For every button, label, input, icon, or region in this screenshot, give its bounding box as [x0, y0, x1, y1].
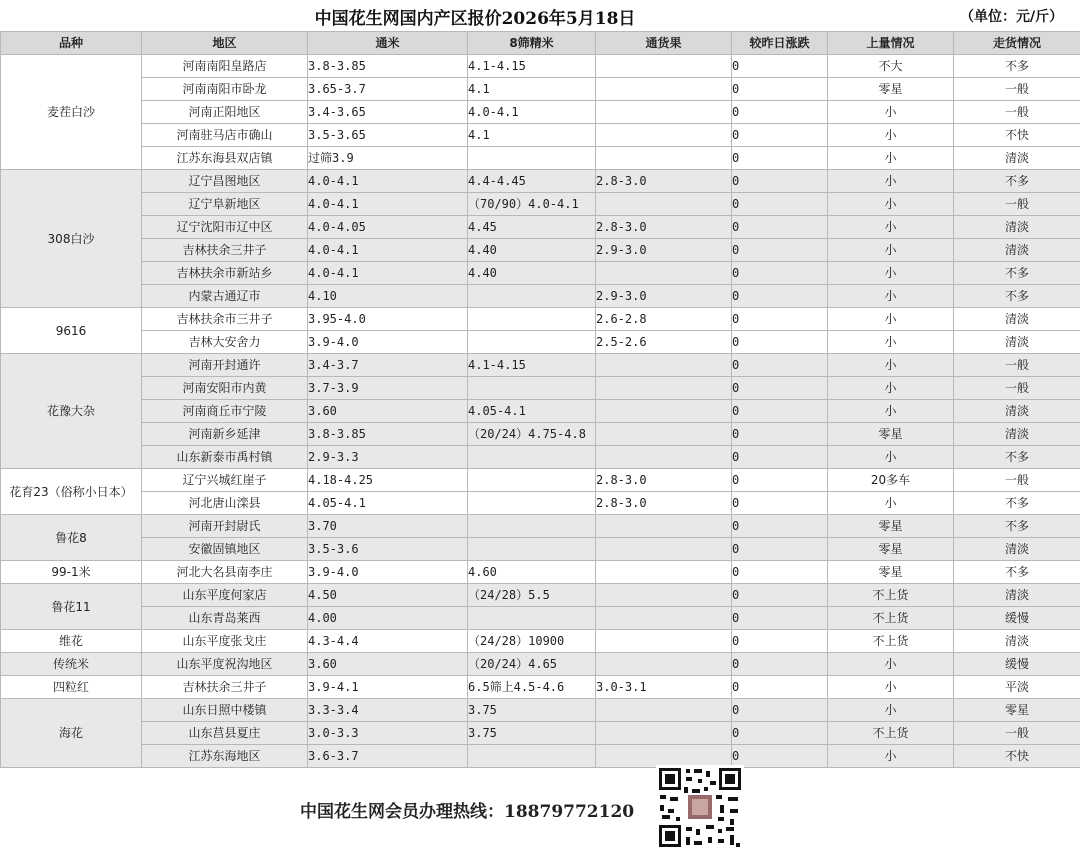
change-cell: 0	[732, 354, 828, 377]
table-row	[1, 55, 1080, 78]
demand-cell: 清淡	[954, 216, 1080, 239]
change-cell: 0	[732, 699, 828, 722]
region-cell: 山东平度祝沟地区	[142, 653, 308, 676]
price-table	[0, 31, 1080, 768]
jingmi-cell: 4.1-4.15	[468, 55, 596, 78]
tonghuo-cell	[596, 147, 732, 170]
demand-cell: 不快	[954, 124, 1080, 147]
tonghuo-cell: 2.6-2.8	[596, 308, 732, 331]
tonghuo-cell	[596, 377, 732, 400]
jingmi-cell: 4.1-4.15	[468, 354, 596, 377]
change-cell: 0	[732, 170, 828, 193]
region-cell: 吉林扶余三井子	[142, 239, 308, 262]
region-cell: 山东平度何家店	[142, 584, 308, 607]
jingmi-cell: 4.0-4.1	[468, 101, 596, 124]
region-cell: 辽宁昌图地区	[142, 170, 308, 193]
tonghuo-cell	[596, 446, 732, 469]
demand-cell: 清淡	[954, 331, 1080, 354]
region-cell: 河南开封尉氏	[142, 515, 308, 538]
supply-cell: 小	[828, 331, 954, 354]
jingmi-cell: （20/24）4.75-4.8	[468, 423, 596, 446]
demand-cell: 不多	[954, 515, 1080, 538]
tongmi-cell: 3.9-4.1	[308, 676, 468, 699]
tongmi-cell: 4.18-4.25	[308, 469, 468, 492]
change-cell: 0	[732, 469, 828, 492]
tonghuo-cell: 2.9-3.0	[596, 239, 732, 262]
footer	[0, 765, 1080, 850]
supply-cell: 小	[828, 285, 954, 308]
table-row	[1, 676, 1080, 699]
variety-cell: 海花	[1, 699, 142, 768]
change-cell: 0	[732, 400, 828, 423]
change-cell: 0	[732, 55, 828, 78]
supply-cell: 小	[828, 308, 954, 331]
supply-cell: 小	[828, 492, 954, 515]
jingmi-cell: 4.45	[468, 216, 596, 239]
header-tonghuo: 通货果	[596, 32, 732, 55]
title-row	[0, 0, 1080, 31]
supply-cell: 零星	[828, 561, 954, 584]
variety-cell: 鲁花8	[1, 515, 142, 561]
region-cell: 山东莒县夏庄	[142, 722, 308, 745]
region-cell: 河南南阳皇路店	[142, 55, 308, 78]
jingmi-cell: 4.40	[468, 239, 596, 262]
variety-cell: 花育23（俗称小日本）	[1, 469, 142, 515]
supply-cell: 小	[828, 699, 954, 722]
supply-cell: 小	[828, 101, 954, 124]
tonghuo-cell	[596, 630, 732, 653]
header-tongmi: 通米	[308, 32, 468, 55]
tonghuo-cell	[596, 55, 732, 78]
header-variety: 品种	[1, 32, 142, 55]
change-cell: 0	[732, 124, 828, 147]
supply-cell: 零星	[828, 423, 954, 446]
table-row	[1, 78, 1080, 101]
demand-cell: 缓慢	[954, 607, 1080, 630]
jingmi-cell: 6.5筛上4.5-4.6	[468, 676, 596, 699]
table-row	[1, 699, 1080, 722]
table-row	[1, 423, 1080, 446]
demand-cell: 清淡	[954, 630, 1080, 653]
table-row	[1, 262, 1080, 285]
supply-cell: 小	[828, 193, 954, 216]
supply-cell: 小	[828, 170, 954, 193]
variety-cell: 麦茬白沙	[1, 55, 142, 170]
table-row	[1, 722, 1080, 745]
region-cell: 山东日照中楼镇	[142, 699, 308, 722]
demand-cell: 一般	[954, 101, 1080, 124]
tongmi-cell: 4.0-4.1	[308, 239, 468, 262]
demand-cell: 清淡	[954, 423, 1080, 446]
supply-cell: 不大	[828, 55, 954, 78]
jingmi-cell	[468, 469, 596, 492]
supply-cell: 小	[828, 676, 954, 699]
region-cell: 江苏东海县双店镇	[142, 147, 308, 170]
jingmi-cell	[468, 446, 596, 469]
supply-cell: 小	[828, 216, 954, 239]
demand-cell: 清淡	[954, 538, 1080, 561]
change-cell: 0	[732, 216, 828, 239]
tongmi-cell: 3.9-4.0	[308, 561, 468, 584]
header-row	[1, 32, 1080, 55]
demand-cell: 清淡	[954, 239, 1080, 262]
tongmi-cell: 过筛3.9	[308, 147, 468, 170]
region-cell: 吉林扶余市三井子	[142, 308, 308, 331]
jingmi-cell: 3.75	[468, 699, 596, 722]
jingmi-cell: 4.60	[468, 561, 596, 584]
region-cell: 辽宁兴城红崖子	[142, 469, 308, 492]
tonghuo-cell: 2.8-3.0	[596, 216, 732, 239]
tongmi-cell: 3.4-3.65	[308, 101, 468, 124]
jingmi-cell	[468, 285, 596, 308]
table-row	[1, 469, 1080, 492]
tonghuo-cell: 2.5-2.6	[596, 331, 732, 354]
tongmi-cell: 3.65-3.7	[308, 78, 468, 101]
tonghuo-cell	[596, 262, 732, 285]
tonghuo-cell	[596, 722, 732, 745]
region-cell: 河南新乡延津	[142, 423, 308, 446]
demand-cell: 不快	[954, 745, 1080, 768]
tongmi-cell: 3.8-3.85	[308, 423, 468, 446]
tongmi-cell: 3.5-3.65	[308, 124, 468, 147]
supply-cell: 不上货	[828, 607, 954, 630]
supply-cell: 不上货	[828, 584, 954, 607]
demand-cell: 不多	[954, 492, 1080, 515]
tongmi-cell: 4.0-4.1	[308, 262, 468, 285]
table-row	[1, 492, 1080, 515]
supply-cell: 零星	[828, 538, 954, 561]
region-cell: 河南正阳地区	[142, 101, 308, 124]
member-hotline: 中国花生网会员办理热线：18879772120	[300, 802, 635, 822]
supply-cell: 零星	[828, 78, 954, 101]
supply-cell: 小	[828, 377, 954, 400]
change-cell: 0	[732, 78, 828, 101]
region-cell: 山东平度张戈庄	[142, 630, 308, 653]
change-cell: 0	[732, 101, 828, 124]
table-row	[1, 124, 1080, 147]
region-cell: 吉林扶余三井子	[142, 676, 308, 699]
region-cell: 安徽固镇地区	[142, 538, 308, 561]
demand-cell: 清淡	[954, 147, 1080, 170]
tongmi-cell: 3.60	[308, 653, 468, 676]
variety-cell: 鲁花11	[1, 584, 142, 630]
tonghuo-cell	[596, 653, 732, 676]
table-body	[1, 55, 1080, 768]
region-cell: 河北唐山滦县	[142, 492, 308, 515]
jingmi-cell	[468, 607, 596, 630]
tongmi-cell: 4.00	[308, 607, 468, 630]
change-cell: 0	[732, 722, 828, 745]
table-row	[1, 607, 1080, 630]
variety-cell: 9616	[1, 308, 142, 354]
region-cell: 内蒙古通辽市	[142, 285, 308, 308]
supply-cell: 小	[828, 239, 954, 262]
region-cell: 辽宁沈阳市辽中区	[142, 216, 308, 239]
header-region: 地区	[142, 32, 308, 55]
tonghuo-cell	[596, 607, 732, 630]
table-row	[1, 653, 1080, 676]
tongmi-cell: 4.0-4.1	[308, 170, 468, 193]
region-cell: 河南开封通许	[142, 354, 308, 377]
table-row	[1, 561, 1080, 584]
jingmi-cell: 4.40	[468, 262, 596, 285]
jingmi-cell: （20/24）4.65	[468, 653, 596, 676]
tongmi-cell: 4.0-4.05	[308, 216, 468, 239]
region-cell: 江苏东海地区	[142, 745, 308, 768]
change-cell: 0	[732, 285, 828, 308]
tongmi-cell: 3.95-4.0	[308, 308, 468, 331]
jingmi-cell	[468, 147, 596, 170]
region-cell: 河南南阳市卧龙	[142, 78, 308, 101]
table-row	[1, 147, 1080, 170]
change-cell: 0	[732, 653, 828, 676]
jingmi-cell: （24/28）10900	[468, 630, 596, 653]
demand-cell: 不多	[954, 446, 1080, 469]
demand-cell: 一般	[954, 722, 1080, 745]
demand-cell: 平淡	[954, 676, 1080, 699]
supply-cell: 小	[828, 446, 954, 469]
change-cell: 0	[732, 561, 828, 584]
supply-cell: 不上货	[828, 630, 954, 653]
tongmi-cell: 3.70	[308, 515, 468, 538]
jingmi-cell: （70/90）4.0-4.1	[468, 193, 596, 216]
variety-cell: 308白沙	[1, 170, 142, 308]
variety-cell: 四粒红	[1, 676, 142, 699]
change-cell: 0	[732, 308, 828, 331]
change-cell: 0	[732, 607, 828, 630]
table-row	[1, 630, 1080, 653]
table-row	[1, 377, 1080, 400]
table-row	[1, 515, 1080, 538]
region-cell: 辽宁阜新地区	[142, 193, 308, 216]
change-cell: 0	[732, 377, 828, 400]
tongmi-cell: 3.9-4.0	[308, 331, 468, 354]
variety-cell: 99-1米	[1, 561, 142, 584]
tonghuo-cell	[596, 699, 732, 722]
table-row	[1, 239, 1080, 262]
jingmi-cell	[468, 492, 596, 515]
table-row	[1, 331, 1080, 354]
tongmi-cell: 3.4-3.7	[308, 354, 468, 377]
demand-cell: 零星	[954, 699, 1080, 722]
jingmi-cell	[468, 308, 596, 331]
tonghuo-cell	[596, 124, 732, 147]
jingmi-cell	[468, 515, 596, 538]
tonghuo-cell	[596, 400, 732, 423]
tonghuo-cell	[596, 515, 732, 538]
tonghuo-cell	[596, 584, 732, 607]
region-cell: 河南安阳市内黄	[142, 377, 308, 400]
variety-cell: 维花	[1, 630, 142, 653]
change-cell: 0	[732, 515, 828, 538]
demand-cell: 不多	[954, 262, 1080, 285]
demand-cell: 清淡	[954, 400, 1080, 423]
tongmi-cell: 3.6-3.7	[308, 745, 468, 768]
table-row	[1, 193, 1080, 216]
tonghuo-cell	[596, 354, 732, 377]
supply-cell: 小	[828, 400, 954, 423]
change-cell: 0	[732, 538, 828, 561]
tonghuo-cell	[596, 538, 732, 561]
supply-cell: 小	[828, 124, 954, 147]
tonghuo-cell: 2.9-3.0	[596, 285, 732, 308]
jingmi-cell: 4.05-4.1	[468, 400, 596, 423]
demand-cell: 不多	[954, 170, 1080, 193]
tonghuo-cell: 2.8-3.0	[596, 170, 732, 193]
table-row	[1, 584, 1080, 607]
tongmi-cell: 4.3-4.4	[308, 630, 468, 653]
region-cell: 吉林大安舍力	[142, 331, 308, 354]
unit-label: （单位：元/斤）	[960, 9, 1064, 25]
supply-cell: 小	[828, 745, 954, 768]
region-cell: 河南驻马店市确山	[142, 124, 308, 147]
demand-cell: 不多	[954, 55, 1080, 78]
tongmi-cell: 4.05-4.1	[308, 492, 468, 515]
change-cell: 0	[732, 147, 828, 170]
tonghuo-cell	[596, 423, 732, 446]
header-supply: 上量情况	[828, 32, 954, 55]
jingmi-cell: 4.4-4.45	[468, 170, 596, 193]
table-row	[1, 446, 1080, 469]
tongmi-cell: 4.0-4.1	[308, 193, 468, 216]
tongmi-cell: 4.10	[308, 285, 468, 308]
header-demand: 走货情况	[954, 32, 1080, 55]
jingmi-cell: （24/28）5.5	[468, 584, 596, 607]
tonghuo-cell: 2.8-3.0	[596, 492, 732, 515]
demand-cell: 缓慢	[954, 653, 1080, 676]
tonghuo-cell: 3.0-3.1	[596, 676, 732, 699]
supply-cell: 零星	[828, 515, 954, 538]
tongmi-cell: 3.0-3.3	[308, 722, 468, 745]
table-row	[1, 101, 1080, 124]
tongmi-cell: 3.8-3.85	[308, 55, 468, 78]
table-row	[1, 216, 1080, 239]
tonghuo-cell	[596, 561, 732, 584]
tonghuo-cell: 2.8-3.0	[596, 469, 732, 492]
table-row	[1, 285, 1080, 308]
tongmi-cell: 3.5-3.6	[308, 538, 468, 561]
jingmi-cell	[468, 377, 596, 400]
variety-cell: 花豫大杂	[1, 354, 142, 469]
tongmi-cell: 3.7-3.9	[308, 377, 468, 400]
demand-cell: 清淡	[954, 584, 1080, 607]
change-cell: 0	[732, 239, 828, 262]
jingmi-cell: 4.1	[468, 124, 596, 147]
demand-cell: 一般	[954, 78, 1080, 101]
change-cell: 0	[732, 584, 828, 607]
header-jingmi: 8筛精米	[468, 32, 596, 55]
table-row	[1, 354, 1080, 377]
change-cell: 0	[732, 262, 828, 285]
tongmi-cell: 4.50	[308, 584, 468, 607]
supply-cell: 小	[828, 262, 954, 285]
table-row	[1, 400, 1080, 423]
region-cell: 河北大名县南李庄	[142, 561, 308, 584]
table-row	[1, 170, 1080, 193]
tonghuo-cell	[596, 193, 732, 216]
demand-cell: 一般	[954, 354, 1080, 377]
demand-cell: 一般	[954, 377, 1080, 400]
supply-cell: 小	[828, 653, 954, 676]
tongmi-cell: 2.9-3.3	[308, 446, 468, 469]
page-title: 中国花生网国内产区报价2026年5月18日	[314, 9, 636, 29]
change-cell: 0	[732, 492, 828, 515]
change-cell: 0	[732, 331, 828, 354]
demand-cell: 清淡	[954, 308, 1080, 331]
demand-cell: 一般	[954, 469, 1080, 492]
demand-cell: 不多	[954, 561, 1080, 584]
demand-cell: 一般	[954, 193, 1080, 216]
change-cell: 0	[732, 745, 828, 768]
region-cell: 山东新泰市禹村镇	[142, 446, 308, 469]
demand-cell: 不多	[954, 285, 1080, 308]
change-cell: 0	[732, 423, 828, 446]
jingmi-cell: 3.75	[468, 722, 596, 745]
qr-code-icon	[656, 765, 744, 850]
change-cell: 0	[732, 630, 828, 653]
header-change: 较昨日涨跌	[732, 32, 828, 55]
change-cell: 0	[732, 446, 828, 469]
tongmi-cell: 3.3-3.4	[308, 699, 468, 722]
table-row	[1, 308, 1080, 331]
supply-cell: 20多车	[828, 469, 954, 492]
jingmi-cell	[468, 331, 596, 354]
variety-cell: 传统米	[1, 653, 142, 676]
tonghuo-cell	[596, 78, 732, 101]
table-row	[1, 538, 1080, 561]
supply-cell: 小	[828, 147, 954, 170]
tongmi-cell: 3.60	[308, 400, 468, 423]
jingmi-cell	[468, 538, 596, 561]
region-cell: 吉林扶余市新站乡	[142, 262, 308, 285]
change-cell: 0	[732, 676, 828, 699]
change-cell: 0	[732, 193, 828, 216]
supply-cell: 小	[828, 354, 954, 377]
tonghuo-cell	[596, 101, 732, 124]
region-cell: 山东青岛莱西	[142, 607, 308, 630]
supply-cell: 不上货	[828, 722, 954, 745]
region-cell: 河南商丘市宁陵	[142, 400, 308, 423]
jingmi-cell: 4.1	[468, 78, 596, 101]
